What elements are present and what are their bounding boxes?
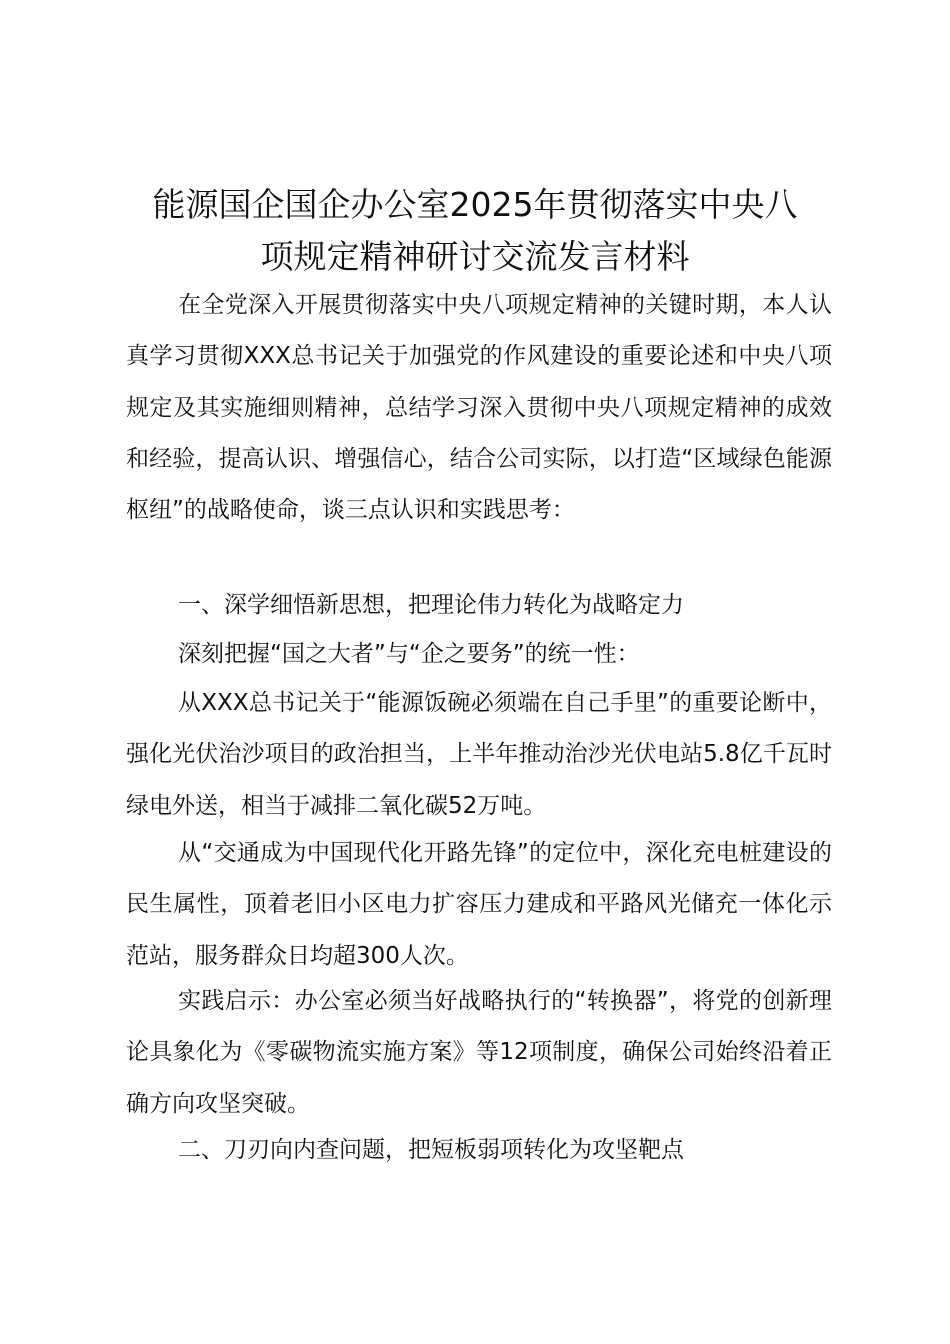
document-title-line-2: 项规定精神研讨交流发言材料	[260, 237, 690, 276]
document-title-line-1: 能源国企国企办公室2025年贯彻落实中央八	[152, 185, 798, 224]
paragraph-transport: 从“交通成为中国现代化开路先锋”的定位中，深化充电桩建设的民生属性，顶着老旧小区电力扩容压力建成和平路风光储充一体化示范站，服务群众日均超300人次。	[126, 840, 832, 969]
paragraph-practice-insight: 实践启示：办公室必须当好战略执行的“转换器”，将党的创新理论具象化为《零碳物流实施方案》等12项制度，确保公司始终沿着正确方向攻坚突破。	[126, 988, 832, 1117]
section-1-heading: 一、深学细悟新思想，把理论伟力转化为战略定力	[178, 592, 684, 618]
paragraph-energy: 从XXX总书记关于“能源饭碗必须端在自己手里”的重要论断中，强化光伏治沙项目的政治担当，上半年推动治沙光伏电站5.8亿千瓦时绿电外送，相当于减排二氧化碳52万吨。	[126, 690, 832, 819]
section-2-heading: 二、刀刃向内查问题，把短板弱项转化为攻坚靶点	[178, 1137, 684, 1163]
intro-paragraph: 在全党深入开展贯彻落实中央八项规定精神的关键时期，本人认真学习贯彻XXX总书记关于加强党的作风建设的重要论述和中央八项规定及其实施细则精神，总结学习深入贯彻中央八项规定精神的成效和经验，提高认识、增强信心，结合公司实际，以打造“区域绿色能源枢纽”的战略使命，谈三点认识和实践思考：	[126, 292, 832, 524]
section-1-subheading: 深刻把握“国之大者”与“企之要务”的统一性：	[178, 641, 640, 667]
